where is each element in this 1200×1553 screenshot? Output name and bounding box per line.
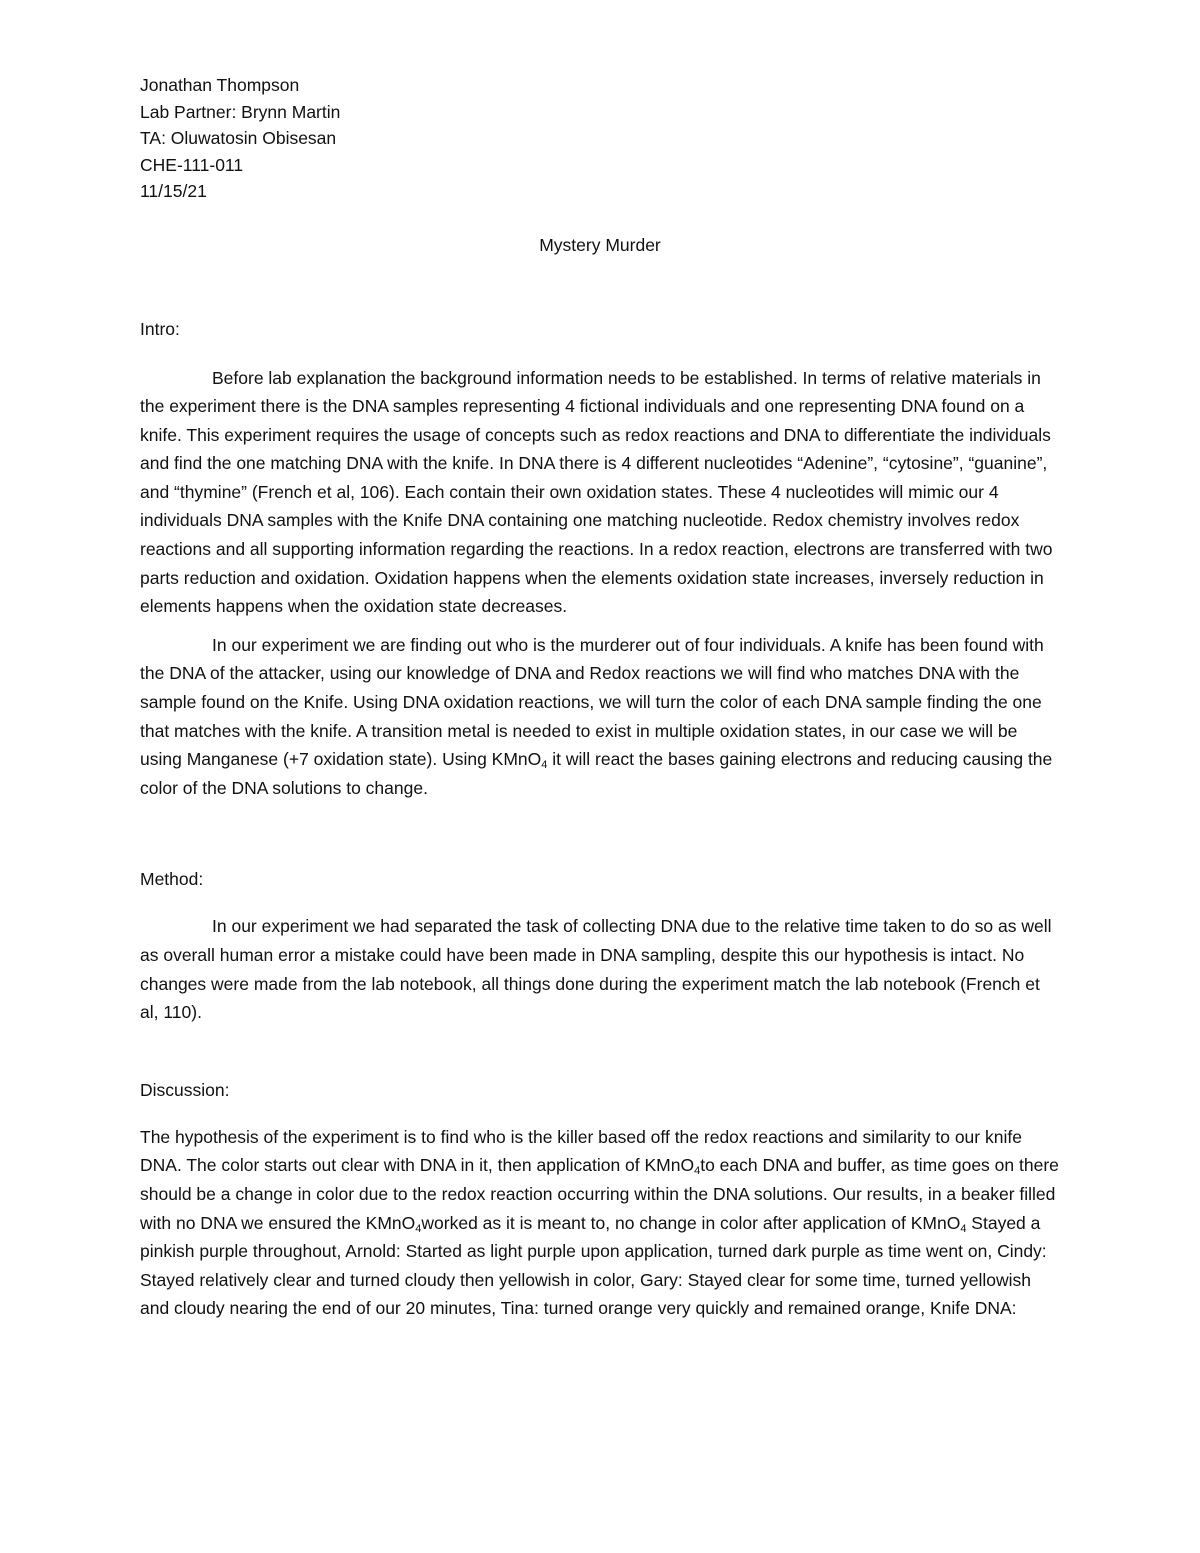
teaching-assistant: TA: Oluwatosin Obisesan	[140, 128, 337, 148]
intro-paragraph-2-text: In our experiment we are finding out who is the murderer out of four individuals. A knife has been found with the DNA of the attacker, using our knowledge of DNA and Redox reactions we will find who matches DNA with the sample found on the Knife. Using DNA oxidation reactions, we will turn the color of each DNA sample finding the one that matches with the knife. A transition metal is needed to exist in multiple oxidation states, in our case we will be using Manganese (+7 oxidation state). Using KMnO	[140, 634, 1044, 770]
report-date: 11/15/21	[140, 181, 207, 201]
subscript: 4	[960, 1222, 967, 1235]
discussion-text-1: The hypothesis of the experiment is to find who is the killer based off the redox reactions and similarity to our knife DNA. The color starts out clear with DNA in it, then application of KMnO	[140, 1126, 1022, 1176]
author-name: Jonathan Thompson	[140, 75, 300, 95]
discussion-text-3: worked as it is meant to, no change in color after application of KMnO	[421, 1212, 961, 1233]
intro-heading: Intro:	[140, 318, 180, 339]
document-page	[140, 72, 1060, 1323]
intro-paragraph-1: Before lab explanation the background information needs to be established. In terms of relative materials in the experiment there is the DNA samples representing 4 fictional individuals and one representing DNA found on a knife. This experiment requires the usage of concepts such as redox reactions and DNA to differentiate the individuals and find the one matching DNA with the knife. In DNA there is 4 different nucleotides “Adenine”, “cytosine”, “guanine”, and “thymine” (French et al, 106). Each contain their own oxidation states. These 4 nucleotides will mimic our 4 individuals DNA samples with the Knife DNA containing one matching nucleotide. Redox chemistry involves redox reactions and all supporting information regarding the reactions. In a redox reaction, electrons are transferred with two parts reduction and oxidation. Oxidation happens when the elements oxidation state increases, inversely reduction in elements happens when the oxidation state decreases.	[140, 367, 1053, 617]
intro-paragraph-2	[140, 631, 1060, 803]
discussion-text-2: to each DNA and buffer, as time goes on there should be a change in color due to the redox reaction occurring within the DNA solutions. Our results, in a beaker filled with no DNA we ensured the KMnO	[140, 1155, 1059, 1233]
subscript: 4	[541, 759, 548, 772]
subscript: 4	[415, 1222, 422, 1235]
intro-paragraph-2-tail: it will react the bases gaining electrons and reducing causing the color of the DNA solutions to change.	[140, 749, 1053, 798]
discussion-text-4: Stayed a pinkish purple throughout, Arnold: Started as light purple upon application, turned dark purple as time went on, Cindy: Stayed relatively clear and turned cloudy then yellowish in color, Gary: Stayed clear for some time, turned yellowish and cloudy nearing the end of our 20 minutes, Tina: turned orange very quickly and remained orange, Knife DNA:	[140, 1212, 1047, 1319]
header-block	[140, 72, 1060, 205]
discussion-heading: Discussion:	[140, 1079, 230, 1100]
course-code: CHE-111-011	[140, 154, 244, 175]
document-title: Mystery Murder	[539, 234, 661, 255]
method-heading: Method:	[140, 869, 204, 890]
method-paragraph: In our experiment we had separated the task of collecting DNA due to the relative time taken to do so as well as overall human error a mistake could have been made in DNA sampling, despite this our hypothesis is intact. No changes were made from the lab notebook, all things done during the experiment match the lab notebook (French et al, 110).	[140, 916, 1052, 1023]
subscript: 4	[694, 1165, 701, 1178]
lab-partner: Lab Partner: Brynn Martin	[140, 101, 341, 122]
discussion-paragraph	[140, 1123, 1060, 1323]
